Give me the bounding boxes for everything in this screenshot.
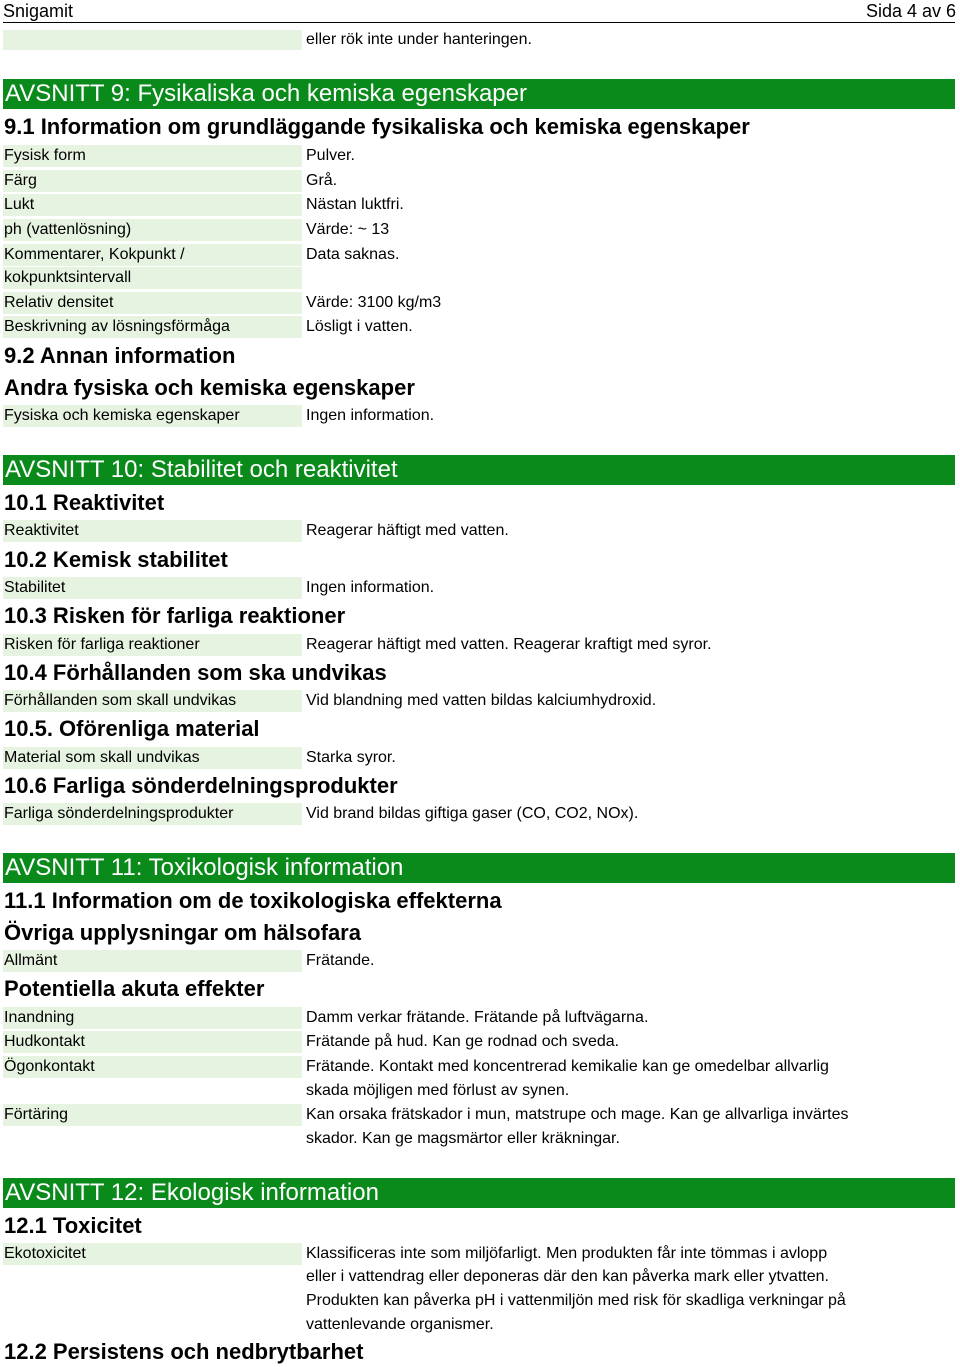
page-number: Sida 4 av 6 xyxy=(865,1,956,21)
row-value-reactivity: Reagerar häftigt med vatten. xyxy=(306,522,509,539)
section-10-1-heading: 10.1 Reaktivitet xyxy=(4,490,165,515)
row-value-eco-line-1: Klassificeras inte som miljöfarligt. Men produkten får inte tömmas i avlopp xyxy=(306,1245,828,1262)
section-12-title: AVSNITT 12: Ekologisk information xyxy=(3,1178,955,1208)
row-value-ph: Värde: ~ 13 xyxy=(306,221,390,238)
row-label-decomposition: Farliga sönderdelningsprodukter xyxy=(3,803,302,825)
company-name: Snigamit xyxy=(3,1,74,21)
row-value-stability: Ingen information. xyxy=(306,579,435,596)
section-10-title: AVSNITT 10: Stabilitet och reaktivitet xyxy=(3,455,955,485)
row-value-eco-line-2: eller i vattendrag eller deponeras där den kan påverka mark eller ytvatten. xyxy=(306,1268,829,1285)
section-9-title: AVSNITT 9: Fysikaliska och kemiska egenskaper xyxy=(3,79,955,109)
intro-text: eller rök inte under hanteringen. xyxy=(306,31,532,48)
row-value-materials: Starka syror. xyxy=(306,749,396,766)
row-label-form: Fysisk form xyxy=(3,145,302,167)
row-label-conditions: Förhållanden som skall undvikas xyxy=(3,690,302,712)
section-12-2-heading: 12.2 Persistens och nedbrytbarhet xyxy=(4,1339,364,1364)
row-label-ecotoxicity: Ekotoxicitet xyxy=(3,1243,302,1265)
label-cell-empty xyxy=(3,30,302,50)
row-value-ingestion-line-2: skador. Kan ge magsmärtor eller kräkningar. xyxy=(306,1130,620,1147)
row-label-general: Allmänt xyxy=(3,950,302,972)
row-label-other: Fysiska och kemiska egenskaper xyxy=(3,405,302,427)
row-value-density: Värde: 3100 kg/m3 xyxy=(306,294,442,311)
row-value-eco-line-3: Produkten kan påverka pH i vattenmiljön med risk för skadliga verkningar på xyxy=(306,1292,846,1309)
row-label-ingestion: Förtäring xyxy=(3,1104,302,1126)
health-hazards-heading: Övriga upplysningar om hälsofara xyxy=(4,920,361,945)
row-label-odor: Lukt xyxy=(3,194,302,216)
row-label-materials: Material som skall undvikas xyxy=(3,747,302,769)
row-value-eco-line-4: vattenlevande organismer. xyxy=(306,1316,494,1333)
section-10-5-heading: 10.5. Oförenliga material xyxy=(4,716,260,741)
row-label-stability: Stabilitet xyxy=(3,577,302,599)
row-value-hazards: Reagerar häftigt med vatten. Reagerar kraftigt med syror. xyxy=(306,636,712,653)
row-value-conditions: Vid blandning med vatten bildas kalciumhydroxid. xyxy=(306,692,657,709)
row-label-solubility: Beskrivning av lösningsförmåga xyxy=(3,316,302,338)
row-value-color: Grå. xyxy=(306,172,338,189)
row-value-odor: Nästan luktfri. xyxy=(306,196,404,213)
row-label-boiling: Kommentarer, Kokpunkt / xyxy=(3,244,302,266)
section-10-6-heading: 10.6 Farliga sönderdelningsprodukter xyxy=(4,773,398,798)
row-value-other: Ingen information. xyxy=(306,407,435,424)
row-value-form: Pulver. xyxy=(306,147,355,164)
section-9-1-heading: 9.1 Information om grundläggande fysikaliska och kemiska egenskaper xyxy=(4,114,750,139)
section-11-title: AVSNITT 11: Toxikologisk information xyxy=(3,853,955,883)
row-label-ph: ph (vattenlösning) xyxy=(3,219,302,241)
other-properties-heading: Andra fysiska och kemiska egenskaper xyxy=(4,375,415,400)
section-10-4-heading: 10.4 Förhållanden som ska undvikas xyxy=(4,660,387,685)
header-divider xyxy=(3,22,955,23)
row-label-reactivity: Reaktivitet xyxy=(3,520,302,542)
row-value-eye-line-2: skada möjligen med förlust av synen. xyxy=(306,1082,570,1099)
row-value-eye-line-1: Frätande. Kontakt med koncentrerad kemikalie kan ge omedelbar allvarlig xyxy=(306,1058,829,1075)
row-value-general: Frätande. xyxy=(306,952,375,969)
section-9-2-heading: 9.2 Annan information xyxy=(4,343,236,368)
row-value-solubility: Lösligt i vatten. xyxy=(306,318,413,335)
row-value-skin: Frätande på hud. Kan ge rodnad och sveda. xyxy=(306,1033,620,1050)
row-value-ingestion-line-1: Kan orsaka frätskador i mun, matstrupe och mage. Kan ge allvarliga invärtes xyxy=(306,1106,849,1123)
acute-effects-heading: Potentiella akuta effekter xyxy=(4,976,265,1001)
row-value-boiling: Data saknas. xyxy=(306,246,400,263)
section-10-2-heading: 10.2 Kemisk stabilitet xyxy=(4,547,228,572)
row-label-boiling-2: kokpunktsintervall xyxy=(3,267,302,289)
row-label-inhalation: Inandning xyxy=(3,1007,302,1029)
row-label-color: Färg xyxy=(3,170,302,192)
row-label-eye: Ögonkontakt xyxy=(3,1056,302,1078)
section-10-3-heading: 10.3 Risken för farliga reaktioner xyxy=(4,603,346,628)
row-label-density: Relativ densitet xyxy=(3,292,302,314)
row-label-hazards: Risken för farliga reaktioner xyxy=(3,634,302,656)
row-label-skin: Hudkontakt xyxy=(3,1031,302,1053)
section-11-1-heading: 11.1 Information om de toxikologiska effekterna xyxy=(4,888,502,913)
section-12-1-heading: 12.1 Toxicitet xyxy=(4,1213,142,1238)
row-value-inhalation: Damm verkar frätande. Frätande på luftvägarna. xyxy=(306,1009,649,1026)
row-value-decomposition: Vid brand bildas giftiga gaser (CO, CO2, NOx). xyxy=(306,805,639,822)
